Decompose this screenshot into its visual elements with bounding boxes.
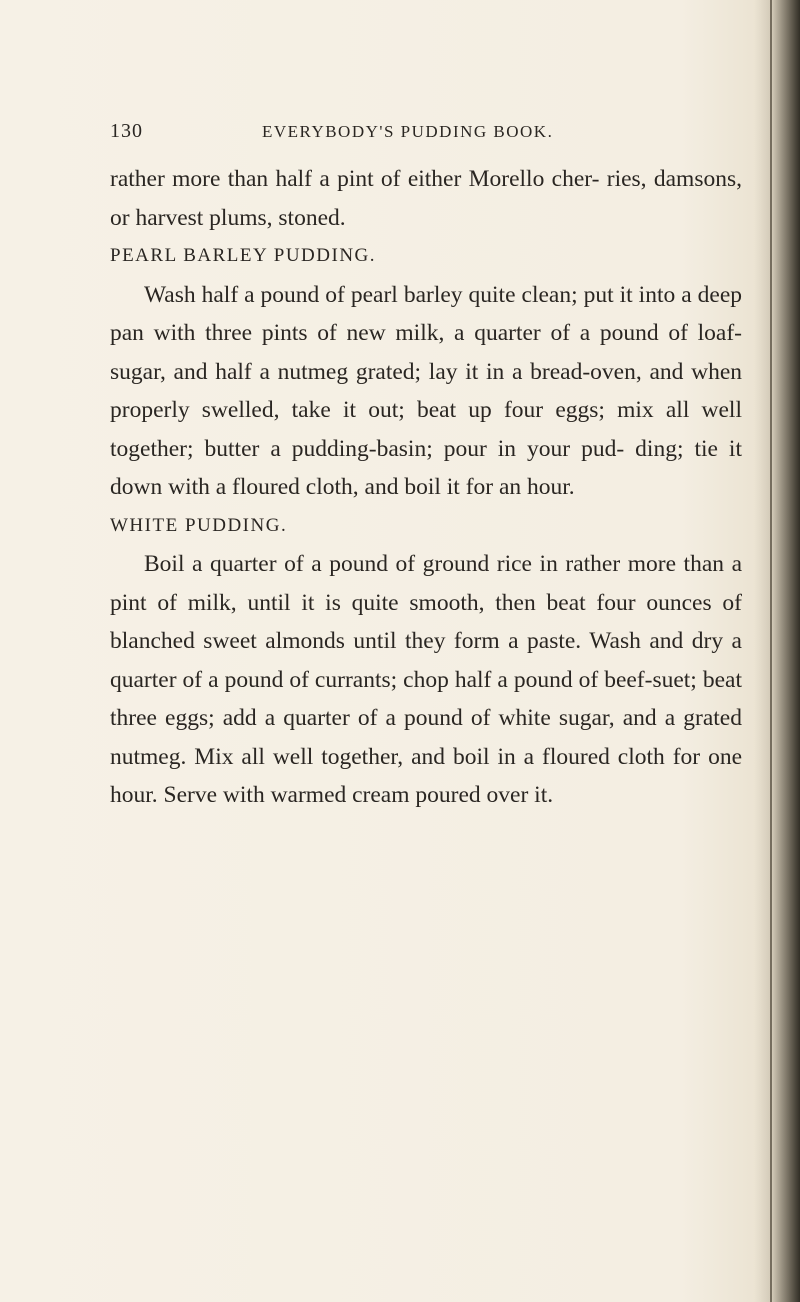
page-edge-shadow [754, 0, 800, 1302]
continuation-paragraph: rather more than half a pint of either Morello cher- ries, damsons, or harvest plums, stoned. [110, 166, 742, 231]
running-title: EVERYBODY'S PUDDING BOOK. [262, 122, 554, 141]
page-number: 130 [110, 120, 143, 142]
section-heading-white-pudding: WHITE PUDDING. [110, 514, 288, 536]
recipe-paragraph-pearl-barley: Wash half a pound of pearl barley quite clean; put it into a deep pan with three pints of new milk, a quarter of a pound of loaf-sugar, and half a nutmeg grated; lay it in a bread-oven, and when properly swelled, take it out; beat up four eggs; mix all well together; butter a pudding-basin; pour in your pud- ding; tie it down with a floured cloth, and boil it for an hour. [110, 281, 742, 500]
page-content [110, 160, 742, 815]
binding-edge [770, 0, 772, 1302]
page-header [110, 120, 760, 150]
recipe-paragraph-white-pudding: Boil a quarter of a pound of ground rice in rather more than a pint of milk, until it is quite smooth, then beat four ounces of blanched sweet almonds until they form a paste. Wash and dry a quarter of a pound of currants; chop half a pound of beef-suet; beat three eggs; add a quarter of a pound of white sugar, and a grated nutmeg. Mix all well together, and boil in a floured cloth for one hour. Serve with warmed cream poured over it. [110, 551, 742, 808]
section-heading-pearl-barley: PEARL BARLEY PUDDING. [110, 245, 377, 266]
